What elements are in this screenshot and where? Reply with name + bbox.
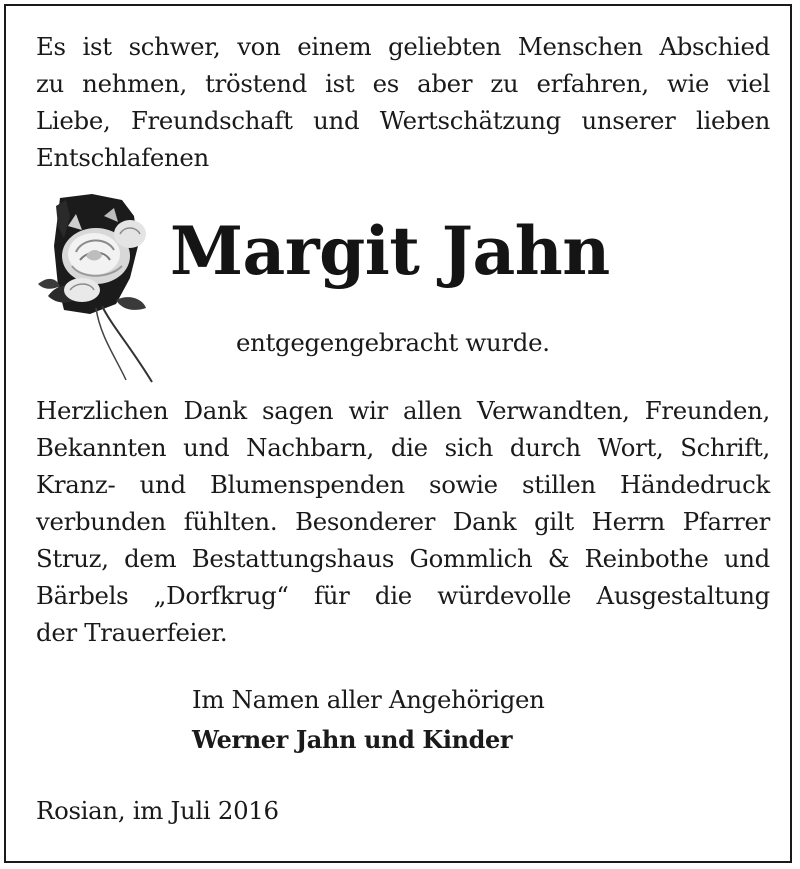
intro-line: Entschlafenen	[36, 143, 209, 172]
thanks-line: verbunden fühlten. Besonderer Dank gilt Herrn Pfarrer	[36, 507, 770, 536]
deceased-name: Margit Jahn	[170, 212, 610, 290]
thanks-line: Bärbels „Dorfkrug“ für die würdevolle Ausgestaltung	[36, 581, 770, 610]
thanks-line: Herzlichen Dank sagen wir allen Verwandten, Freunden,	[36, 396, 770, 425]
intro-paragraph	[36, 28, 770, 176]
thanks-line: Kranz- und Blumenspenden sowie stillen Händedruck	[36, 470, 770, 499]
thanks-line: der Trauerfeier.	[36, 618, 228, 647]
name-continuation: entgegengebracht wurde.	[236, 328, 550, 357]
thanks-paragraph	[36, 392, 770, 651]
signature-names: Werner Jahn und Kinder	[192, 725, 513, 754]
thanks-line: Bekannten und Nachbarn, die sich durch Wort, Schrift,	[36, 433, 770, 462]
place-date: Rosian, im Juli 2016	[36, 796, 279, 825]
intro-line: Es ist schwer, von einem geliebten Menschen Abschied	[36, 32, 770, 61]
intro-line: zu nehmen, tröstend ist es aber zu erfahren, wie viel	[36, 69, 770, 98]
signature-intro: Im Namen aller Angehörigen	[192, 685, 545, 714]
intro-line: Liebe, Freundschaft und Wertschätzung unserer lieben	[36, 106, 770, 135]
thanks-line: Struz, dem Bestattungshaus Gommlich & Reinbothe und	[36, 544, 770, 573]
rose-icon	[30, 186, 170, 386]
